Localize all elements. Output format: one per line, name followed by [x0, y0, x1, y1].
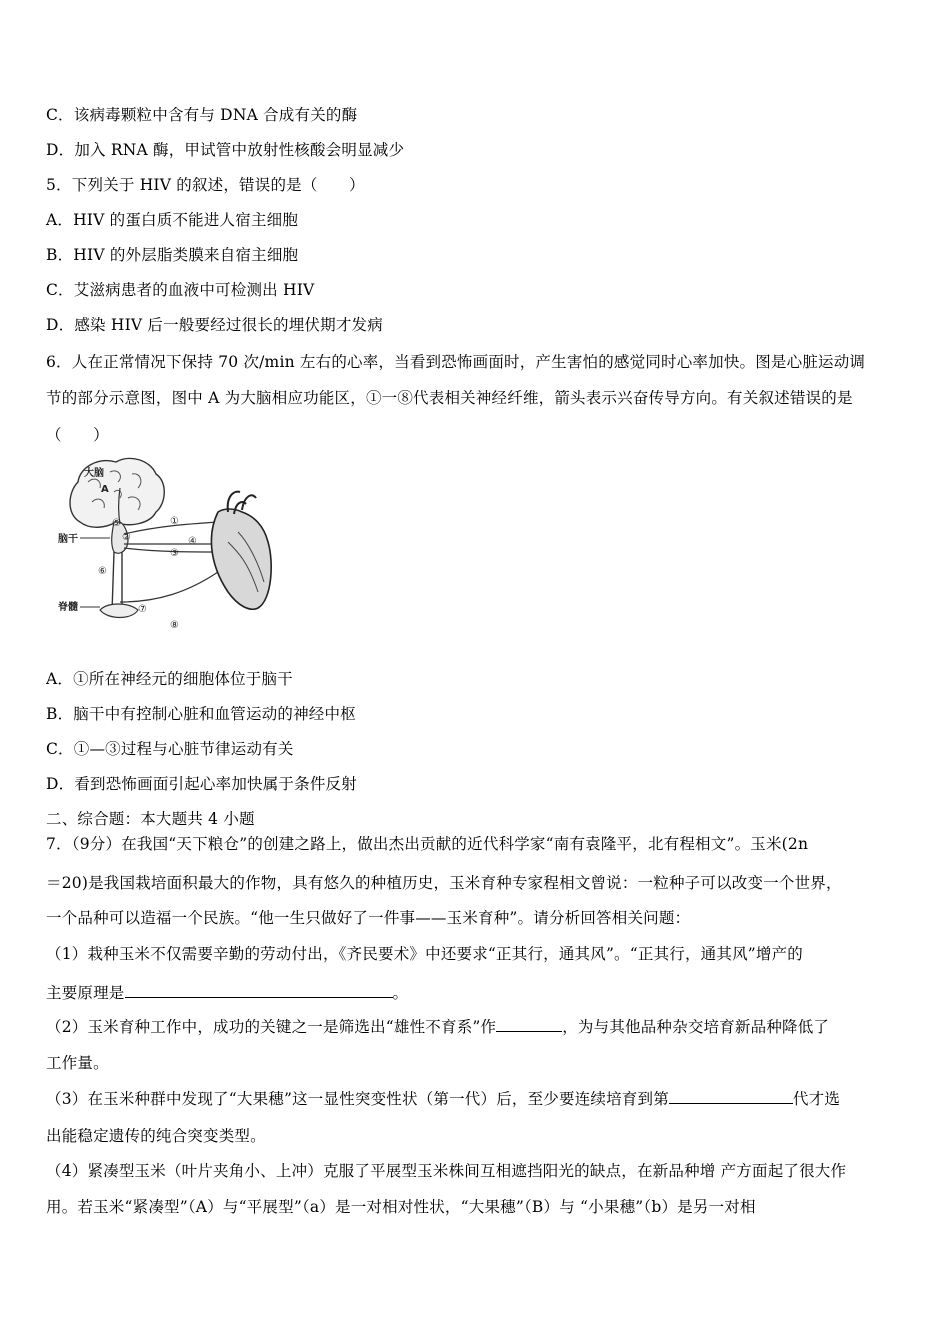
q5-option-d: D．感染 HIV 后一般要经过很长的埋伏期才发病: [46, 316, 383, 334]
brain-label: 大脑: [84, 468, 104, 479]
heart-shape: [211, 509, 271, 609]
fiber-8-label: ⑧: [170, 620, 179, 631]
q7-part-3-line-1: （3）在玉米种群中发现了“大果穗”这一显性突变性状（第一代）后，至少要连续培育到第 代才选: [46, 1087, 840, 1109]
question-6-line-3: （ ）: [46, 426, 109, 444]
q6-option-d: D．看到恐怖画面引起心率加快属于条件反射: [46, 775, 357, 793]
q7-part-1-line-2: 主要原理是 。: [46, 981, 408, 1003]
fiber-6-label: ⑥: [98, 566, 107, 577]
fiber-2-label: ②: [122, 532, 131, 543]
q7-part-2-line-1: （2）玉米育种工作中，成功的关键之一是筛选出“雄性不育系”作 ，为与其他品种杂交培育新品种降低了: [46, 1015, 829, 1037]
question-7-line-3: 一个品种可以造福一个民族。“他一生只做好了一件事——玉米育种”。请分析回答相关问题：: [46, 909, 691, 927]
question-5: 5．下列关于 HIV 的叙述，错误的是（ ）: [46, 176, 365, 194]
q5-option-c: C．艾滋病患者的血液中可检测出 HIV: [46, 281, 315, 299]
fiber-1-label: ①: [170, 516, 179, 527]
q7-part-3-line-2: 出能稳定遗传的纯合突变类型。: [46, 1127, 266, 1145]
fiber-7-label: ⑦: [138, 604, 147, 615]
q7-part-4-line-1: （4）紧凑型玉米（叶片夹角小、上冲）克服了平展型玉米株间互相遮挡阳光的缺点，在新品种增 产方面起了很大作: [46, 1162, 847, 1180]
q7-part-2-line-2: 工作量。: [46, 1054, 109, 1072]
q5-option-a: A．HIV 的蛋白质不能进人宿主细胞: [46, 211, 299, 229]
spinal-label: 脊髓: [58, 602, 78, 613]
answer-blank-3[interactable]: [669, 1088, 793, 1105]
q6-option-b: B．脑干中有控制心脏和血管运动的神经中枢: [46, 705, 356, 723]
heart-regulation-diagram: [58, 452, 288, 632]
question-6-line-2: 节的部分示意图，图中 A 为大脑相应功能区，①一⑧代表相关神经纤维，箭头表示兴奋传导方向。有关叙述错误的是: [46, 389, 853, 407]
q5-option-b: B．HIV 的外层脂类膜来自宿主细胞: [46, 246, 299, 264]
question-6-line-1: 6．人在正常情况下保持 70 次/min 左右的心率，当看到恐怖画面时，产生害怕的感觉同时心率加快。图是心脏运动调: [46, 353, 866, 371]
spinal-cord: [112, 552, 122, 612]
q4-option-d: D．加入 RNA 酶，甲试管中放射性核酸会明显减少: [46, 141, 405, 159]
section-2-heading: 二、综合题：本大题共 4 小题: [46, 810, 255, 828]
fiber-5-label: ⑤: [112, 518, 121, 529]
fiber-3-label: ③: [170, 548, 179, 559]
q7-part-4-line-2: 用。若玉米“紧凑型”（A）与“平展型”（a）是一对相对性状，“大果穗”（B）与 “小果穗”（b）是另一对相: [46, 1198, 756, 1216]
answer-blank-1[interactable]: [125, 982, 393, 999]
question-7-line-2: ＝20)是我国栽培面积最大的作物，具有悠久的种植历史，玉米育种专家程相文曾说：一粒种子可以改变一个世界，: [46, 874, 842, 892]
q6-option-c: C．①—③过程与心脏节律运动有关: [46, 740, 294, 758]
brainstem-label: 脑干: [58, 534, 78, 545]
question-7-line-1: 7．（9分）在我国“天下粮仓”的创建之路上，做出杰出贡献的近代科学家“南有袁隆平，北有程相文”。玉米(2n: [46, 835, 809, 853]
fiber-4-label: ④: [188, 536, 197, 547]
q6-option-a: A．①所在神经元的细胞体位于脑干: [46, 670, 293, 688]
answer-blank-2[interactable]: [496, 1016, 562, 1033]
q4-option-c: C．该病毒颗粒中含有与 DNA 合成有关的酶: [46, 106, 358, 124]
q7-part-1-line-1: （1）栽种玉米不仅需要辛勤的劳动付出，《齐民要术》中还要求“正其行，通其风”。“正其行，通其风”增产的: [46, 945, 804, 963]
area-a-label: A: [101, 484, 109, 495]
